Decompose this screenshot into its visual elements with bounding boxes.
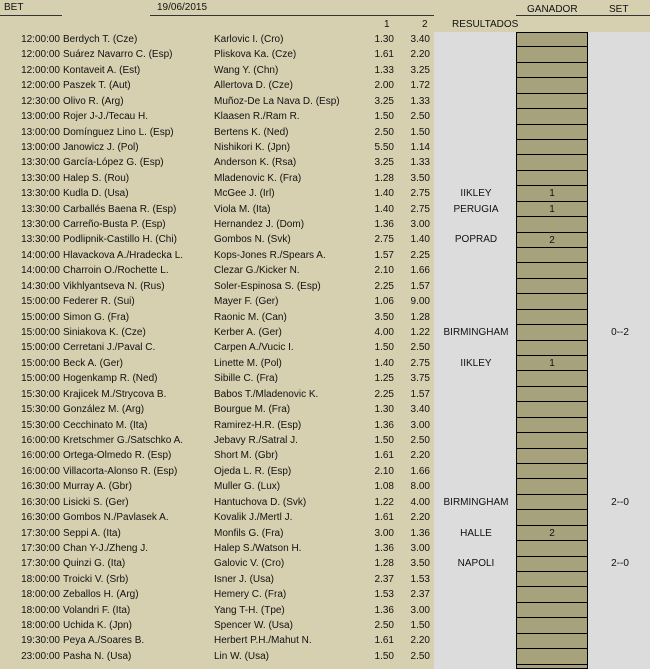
match-time: 14:30:00: [21, 280, 60, 292]
player-1: Murray A. (Gbr): [63, 481, 132, 493]
player-1: Kontaveit A. (Est): [63, 64, 141, 76]
odds-1: 1.40: [374, 188, 394, 200]
ganador-input-cell[interactable]: [517, 587, 587, 602]
player-1: Chan Y-J./Zheng J.: [63, 542, 149, 554]
odds-2: 2.20: [410, 635, 430, 647]
odds-1: 1.53: [374, 589, 394, 601]
set-header: SET: [609, 4, 629, 15]
player-1: Villacorta-Alonso R. (Esp): [63, 465, 178, 477]
player-2: Viola M. (Ita): [214, 203, 271, 215]
match-time: 13:30:00: [21, 219, 60, 231]
match-time: 15:00:00: [21, 311, 60, 323]
odds-2: 2.75: [410, 188, 430, 200]
match-time: 13:30:00: [21, 157, 60, 169]
match-time: 12:30:00: [21, 95, 60, 107]
odds-2: 1.28: [410, 311, 430, 323]
player-1: González M. (Arg): [63, 404, 145, 416]
odds-2: 3.00: [410, 419, 430, 431]
match-time: 16:30:00: [21, 496, 60, 508]
player-1: García-López G. (Esp): [63, 157, 164, 169]
player-1: Berdych T. (Cze): [63, 34, 138, 45]
odds-1: 3.50: [374, 311, 394, 323]
player-1: Federer R. (Sui): [63, 296, 135, 308]
player-2: Pliskova Ka. (Cze): [214, 49, 297, 61]
ganador-input-cell[interactable]: [517, 94, 587, 109]
match-time: 13:30:00: [21, 188, 60, 200]
odds-1: 1.28: [374, 558, 394, 570]
player-1: Uchida K. (Jpn): [63, 620, 132, 632]
player-2: Carpen A./Vucic I.: [214, 342, 294, 354]
ganador-input-cell[interactable]: [517, 140, 587, 155]
player-1: Pasha N. (Usa): [63, 650, 132, 662]
odds-1: 1.50: [374, 342, 394, 354]
ganador-input-cell[interactable]: [517, 510, 587, 525]
ganador-input-cell[interactable]: [517, 603, 587, 618]
ganador-input-cell[interactable]: [517, 634, 587, 649]
player-1: Seppi A. (Ita): [63, 527, 121, 539]
ganador-input-cell[interactable]: [517, 325, 587, 340]
player-1: Kretschmer G./Satschko A.: [63, 434, 184, 446]
player-1: Beck A. (Ger): [63, 357, 124, 369]
ganador-input-cell[interactable]: [517, 572, 587, 587]
odds-2: 2.75: [410, 357, 430, 369]
ganador-input-cell[interactable]: [517, 248, 587, 263]
player-1: Suárez Navarro C. (Esp): [63, 49, 173, 61]
player-2: Allertova D. (Cze): [214, 80, 293, 92]
player-2: Mayer F. (Ger): [214, 296, 279, 308]
match-time: 16:00:00: [21, 465, 60, 477]
odds-2: 3.00: [410, 542, 430, 554]
date-underline: [150, 15, 434, 16]
player-2: Klaasen R./Ram R.: [214, 111, 300, 123]
odds-2: 1.50: [410, 126, 430, 138]
match-time: 16:30:00: [21, 512, 60, 524]
match-time: 13:00:00: [21, 126, 60, 138]
odds-1: 2.37: [374, 573, 394, 585]
odds-1: 2.25: [374, 388, 394, 400]
ganador-input-cell[interactable]: [517, 63, 587, 78]
odds-1: 2.10: [374, 465, 394, 477]
odds-2: 1.40: [410, 234, 430, 246]
ganador-input-cell[interactable]: [517, 418, 587, 433]
col-1-header: 1: [384, 19, 390, 30]
player-1: Hlavackova A./Hradecka L.: [63, 249, 184, 261]
match-time: 15:00:00: [21, 327, 60, 339]
player-2: Kovalik J./Mertl J.: [214, 512, 293, 524]
odds-1: 1.36: [374, 542, 394, 554]
ganador-input-cell[interactable]: [517, 109, 587, 124]
ganador-input-cell[interactable]: [517, 433, 587, 448]
ganador-input-cell[interactable]: [517, 279, 587, 294]
player-1: Zeballos H. (Arg): [63, 589, 139, 601]
odds-2: 3.40: [410, 34, 430, 45]
odds-1: 1.33: [374, 64, 394, 76]
match-time: 13:30:00: [21, 203, 60, 215]
ganador-input-cell[interactable]: [517, 402, 587, 417]
player-1: Carballés Baena R. (Esp): [63, 203, 177, 215]
odds-2: 2.50: [410, 434, 430, 446]
player-1: Siniakova K. (Cze): [63, 327, 146, 339]
ganador-input-cell[interactable]: [517, 310, 587, 325]
ganador-input-cell[interactable]: [517, 387, 587, 402]
set-score: 2--0: [611, 496, 629, 508]
odds-1: 1.40: [374, 357, 394, 369]
player-1: Volandri F. (Ita): [63, 604, 131, 616]
player-2: Short M. (Gbr): [214, 450, 278, 462]
odds-2: 2.37: [410, 589, 430, 601]
odds-1: 1.06: [374, 296, 394, 308]
ganador-input-cell[interactable]: [517, 649, 587, 664]
odds-1: 2.00: [374, 80, 394, 92]
odds-1: 1.61: [374, 512, 394, 524]
match-time: 13:30:00: [21, 172, 60, 184]
ganador-input-cell[interactable]: [517, 557, 587, 572]
player-2: Wang Y. (Chn): [214, 64, 279, 76]
match-time: 19:30:00: [21, 635, 60, 647]
odds-1: 2.25: [374, 280, 394, 292]
result-city: IIKLEY: [460, 188, 492, 200]
player-1: Kudla D. (Usa): [63, 188, 129, 200]
player-1: Janowicz J. (Pol): [63, 141, 139, 153]
odds-1: 1.36: [374, 419, 394, 431]
odds-2: 3.25: [410, 64, 430, 76]
odds-1: 1.08: [374, 481, 394, 493]
match-time: 15:00:00: [21, 373, 60, 385]
set-score: 2--0: [611, 558, 629, 570]
header-bar: [0, 0, 650, 32]
player-2: Clezar G./Kicker N.: [214, 265, 300, 277]
ganador-input-cell[interactable]: 2: [517, 526, 587, 541]
match-time: 17:30:00: [21, 558, 60, 570]
ganador-input-cell[interactable]: [517, 618, 587, 633]
player-1: Charroin O./Rochette L.: [63, 265, 169, 277]
player-1: Olivo R. (Arg): [63, 95, 124, 107]
player-2: Kops-Jones R./Spears A.: [214, 249, 326, 261]
odds-2: 3.50: [410, 558, 430, 570]
odds-2: 2.50: [410, 111, 430, 123]
match-time: 13:00:00: [21, 141, 60, 153]
odds-2: 2.20: [410, 512, 430, 524]
match-time: 13:30:00: [21, 234, 60, 246]
odds-1: 1.40: [374, 203, 394, 215]
match-time: 13:00:00: [21, 111, 60, 123]
player-2: Isner J. (Usa): [214, 573, 275, 585]
odds-2: 9.00: [410, 296, 430, 308]
odds-1: 3.25: [374, 157, 394, 169]
player-1: Halep S. (Rou): [63, 172, 130, 184]
odds-1: 1.28: [374, 172, 394, 184]
player-2: Sibille C. (Fra): [214, 373, 278, 385]
match-time: 14:00:00: [21, 265, 60, 277]
player-1: Troicki V. (Srb): [63, 573, 129, 585]
match-time: 15:00:00: [21, 342, 60, 354]
odds-1: 1.61: [374, 49, 394, 61]
odds-2: 1.57: [410, 388, 430, 400]
ganador-input-cell[interactable]: [517, 263, 587, 278]
result-city: BIRMINGHAM: [443, 496, 509, 508]
odds-1: 1.50: [374, 434, 394, 446]
odds-2: 1.53: [410, 573, 430, 585]
player-2: Nishikori K. (Jpn): [214, 141, 291, 153]
result-city: PERUGIA: [453, 203, 499, 215]
player-1: Ortega-Olmedo R. (Esp): [63, 450, 172, 462]
player-1: Rojer J-J./Tecau H.: [63, 111, 149, 123]
player-2: Yang T-H. (Tpe): [214, 604, 285, 616]
result-city: HALLE: [460, 527, 492, 539]
ganador-input-cell[interactable]: [517, 341, 587, 356]
odds-1: 5.50: [374, 141, 394, 153]
col-2-header: 2: [422, 19, 428, 30]
odds-2: 3.40: [410, 404, 430, 416]
ganador-input-cell[interactable]: [517, 47, 587, 62]
ganador-input-cell[interactable]: [517, 371, 587, 386]
odds-1: 3.25: [374, 95, 394, 107]
player-2: Ramirez-H.R. (Esp): [214, 419, 302, 431]
ganador-input-cell[interactable]: [517, 32, 587, 47]
match-time: 17:30:00: [21, 542, 60, 554]
match-time: 12:00:00: [21, 80, 60, 92]
ganador-input-cell[interactable]: [517, 155, 587, 170]
ganador-input-cell[interactable]: [517, 479, 587, 494]
ganador-input-cell[interactable]: [517, 217, 587, 232]
match-time: 23:00:00: [21, 650, 60, 662]
odds-2: 4.00: [410, 496, 430, 508]
match-time: 15:30:00: [21, 419, 60, 431]
ganador-input-cell[interactable]: [517, 125, 587, 140]
match-time: 14:00:00: [21, 249, 60, 261]
player-2: Kerber A. (Ger): [214, 327, 282, 339]
ganador-input-cell[interactable]: 1: [517, 186, 587, 201]
bet-label: BET: [4, 2, 24, 13]
match-time: 12:00:00: [21, 64, 60, 76]
odds-1: 2.50: [374, 620, 394, 632]
player-2: Muller G. (Lux): [214, 481, 281, 493]
odds-1: 1.30: [374, 34, 394, 45]
player-2: Linette M. (Pol): [214, 357, 282, 369]
odds-2: 1.66: [410, 465, 430, 477]
player-2: Mladenovic K. (Fra): [214, 172, 302, 184]
player-1: Lisicki S. (Ger): [63, 496, 129, 508]
player-2: Halep S./Watson H.: [214, 542, 302, 554]
odds-2: 1.66: [410, 265, 430, 277]
match-time: 12:00:00: [21, 34, 60, 45]
player-2: Soler-Espinosa S. (Esp): [214, 280, 321, 292]
resultados-header: RESULTADOS: [452, 19, 519, 30]
odds-2: 2.75: [410, 203, 430, 215]
player-1: Paszek T. (Aut): [63, 80, 131, 92]
match-time: 15:30:00: [21, 404, 60, 416]
result-city: POPRAD: [454, 234, 498, 246]
odds-2: 3.00: [410, 604, 430, 616]
player-2: Spencer W. (Usa): [214, 620, 293, 632]
match-time: 16:00:00: [21, 450, 60, 462]
player-2: Raonic M. (Can): [214, 311, 287, 323]
player-2: Jebavy R./Satral J.: [214, 434, 298, 446]
match-time: 16:30:00: [21, 481, 60, 493]
date-label: 19/06/2015: [157, 2, 208, 13]
match-time: 15:00:00: [21, 357, 60, 369]
match-time: 15:30:00: [21, 388, 60, 400]
result-city: IIKLEY: [460, 357, 492, 369]
odds-2: 1.33: [410, 157, 430, 169]
odds-2: 2.50: [410, 650, 430, 662]
bet-underline: [0, 15, 62, 16]
odds-1: 1.50: [374, 111, 394, 123]
match-time: 18:00:00: [21, 604, 60, 616]
player-1: Krajicek M./Strycova B.: [63, 388, 167, 400]
player-2: Babos T./Mladenovic K.: [214, 388, 319, 400]
player-1: Carreño-Busta P. (Esp): [63, 219, 166, 231]
ganador-input-cell[interactable]: [517, 495, 587, 510]
odds-1: 1.36: [374, 604, 394, 616]
odds-2: 3.50: [410, 172, 430, 184]
odds-1: 1.61: [374, 450, 394, 462]
player-1: Podlipnik-Castillo H. (Chi): [63, 234, 177, 246]
player-1: Hogenkamp R. (Ned): [63, 373, 158, 385]
odds-1: 2.75: [374, 234, 394, 246]
player-2: Hantuchova D. (Svk): [214, 496, 307, 508]
player-2: Muñoz-De La Nava D. (Esp): [214, 95, 340, 107]
player-2: Bourgue M. (Fra): [214, 404, 291, 416]
odds-1: 1.22: [374, 496, 394, 508]
odds-1: 4.00: [374, 327, 394, 339]
player-2: Karlovic I. (Cro): [214, 34, 284, 45]
ganador-input-cell[interactable]: [517, 294, 587, 309]
odds-2: 2.20: [410, 49, 430, 61]
odds-2: 1.57: [410, 280, 430, 292]
match-time: 18:00:00: [21, 573, 60, 585]
ganador-input-cell[interactable]: 1: [517, 356, 587, 371]
match-time: 17:30:00: [21, 527, 60, 539]
odds-1: 1.61: [374, 635, 394, 647]
odds-1: 3.00: [374, 527, 394, 539]
ganador-input-cell[interactable]: [517, 464, 587, 479]
odds-2: 2.25: [410, 249, 430, 261]
match-time: 16:00:00: [21, 434, 60, 446]
ganador-input-cell[interactable]: [517, 449, 587, 464]
ganador-input-cell[interactable]: [517, 171, 587, 186]
player-2: Monfils G. (Fra): [214, 527, 284, 539]
odds-1: 2.10: [374, 265, 394, 277]
odds-1: 2.50: [374, 126, 394, 138]
player-2: Hemery C. (Fra): [214, 589, 287, 601]
odds-2: 1.14: [410, 141, 430, 153]
odds-2: 1.36: [410, 527, 430, 539]
odds-1: 1.36: [374, 219, 394, 231]
ganador-input-cell[interactable]: [517, 541, 587, 556]
odds-1: 1.30: [374, 404, 394, 416]
odds-2: 1.72: [410, 80, 430, 92]
odds-1: 1.50: [374, 650, 394, 662]
player-2: Bertens K. (Ned): [214, 126, 289, 138]
player-1: Cecchinato M. (Ita): [63, 419, 148, 431]
player-2: Ojeda L. R. (Esp): [214, 465, 292, 477]
player-2: Hernandez J. (Dom): [214, 219, 305, 231]
ganador-underline: [516, 15, 588, 16]
odds-2: 8.00: [410, 481, 430, 493]
set-underline: [588, 15, 650, 16]
ganador-header: GANADOR: [527, 4, 578, 15]
player-1: Simon G. (Fra): [63, 311, 130, 323]
result-city: NAPOLI: [457, 558, 495, 570]
match-time: 18:00:00: [21, 620, 60, 632]
ganador-input-cell[interactable]: [517, 78, 587, 93]
result-city: BIRMINGHAM: [443, 327, 509, 339]
player-1: Peya A./Soares B.: [63, 635, 145, 647]
player-2: McGee J. (Irl): [214, 188, 275, 200]
player-1: Quinzi G. (Ita): [63, 558, 126, 570]
odds-2: 2.50: [410, 342, 430, 354]
odds-1: 1.57: [374, 249, 394, 261]
match-time: 18:00:00: [21, 589, 60, 601]
player-2: Galovic V. (Cro): [214, 558, 285, 570]
player-1: Vikhlyantseva N. (Rus): [63, 280, 165, 292]
match-time: 15:00:00: [21, 296, 60, 308]
player-1: Domínguez Lino L. (Esp): [63, 126, 174, 138]
odds-2: 1.33: [410, 95, 430, 107]
player-1: Gombos N./Pavlasek A.: [63, 512, 169, 524]
match-time: 12:00:00: [21, 49, 60, 61]
ganador-input-cell[interactable]: 1: [517, 202, 587, 217]
odds-2: 2.20: [410, 450, 430, 462]
odds-2: 3.00: [410, 219, 430, 231]
odds-2: 1.22: [410, 327, 430, 339]
player-1: Cerretani J./Paval C.: [63, 342, 156, 354]
odds-2: 1.50: [410, 620, 430, 632]
player-2: Herbert P.H./Mahut N.: [214, 635, 312, 647]
ganador-input-cell[interactable]: 2: [517, 233, 587, 248]
set-score: 0--2: [611, 327, 629, 339]
player-2: Lin W. (Usa): [214, 650, 270, 662]
odds-1: 1.25: [374, 373, 394, 385]
player-2: Anderson K. (Rsa): [214, 157, 297, 169]
odds-2: 3.75: [410, 373, 430, 385]
player-2: Gombos N. (Svk): [214, 234, 291, 246]
